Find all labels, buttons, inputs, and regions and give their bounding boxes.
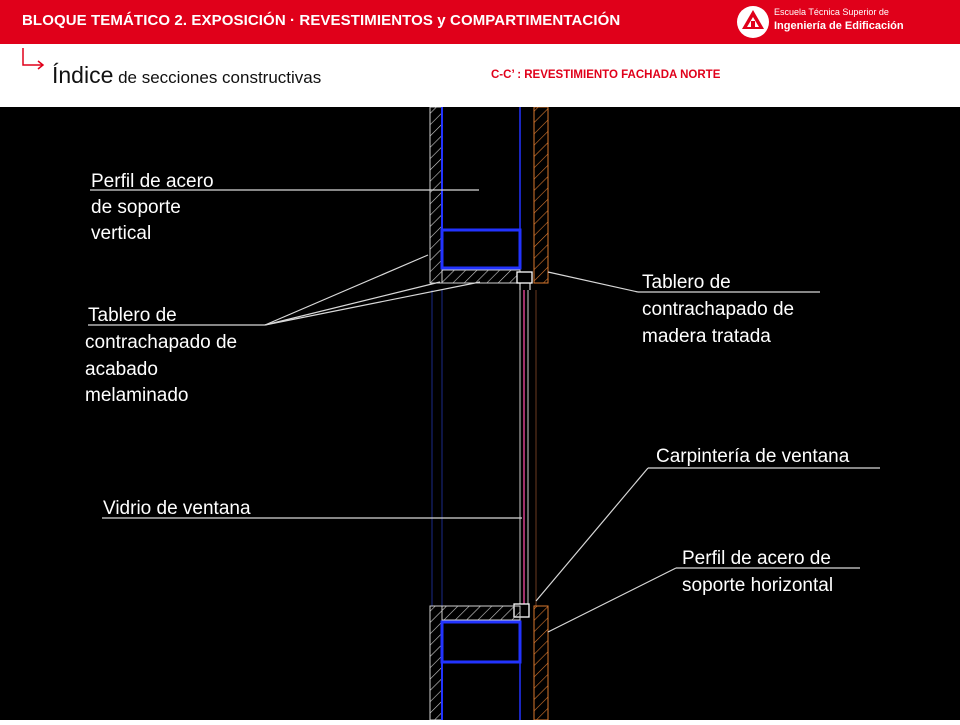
label-tablero-tratado-1: Tablero de [642,272,731,293]
label-vidrio: Vidrio de ventana [103,498,251,519]
upper-outer-board [534,107,548,283]
label-tablero-tratado-3: madera tratada [642,326,771,347]
lower-steel-profile [442,622,520,662]
upper-inner-board [430,107,442,283]
lower-outer-board [534,606,548,720]
index-title-main: Índice [52,62,114,88]
index-title-rest: de secciones constructivas [113,68,322,87]
label-tablero-melaminado-3: acabado [85,359,158,380]
school-name-line1: Escuela Técnica Superior de [774,7,889,17]
labels [85,171,850,596]
upper-frame [517,272,532,283]
label-perfil-vertical-1: Perfil de acero [91,171,214,192]
subheader [0,44,960,107]
cad-drawing-svg [0,107,960,720]
label-perfil-horizontal-1: Perfil de acero de [682,548,831,569]
index-title [52,62,321,89]
upper-steel-profile [442,230,520,268]
school-logo-icon [735,4,771,40]
lower-inner-board [430,606,442,720]
cad-drawing [0,107,960,720]
corner-arrow-icon [18,46,48,76]
label-tablero-melaminado-1: Tablero de [88,305,177,326]
label-tablero-melaminado-4: melaminado [85,385,189,406]
label-tablero-tratado-2: contrachapado de [642,299,795,320]
label-perfil-vertical-2: de soporte [91,197,181,218]
label-perfil-horizontal-2: soporte horizontal [682,575,834,596]
lower-assembly [430,604,548,720]
upper-assembly [430,107,548,290]
window-glass [432,290,536,606]
label-perfil-vertical-3: vertical [91,223,152,244]
header-bar [0,0,960,44]
label-tablero-melaminado-2: contrachapado de [85,332,238,353]
page-header-title: BLOQUE TEMÁTICO 2. EXPOSICIÓN · REVESTIMIENTOS y COMPARTIMENTACIÓN [22,12,621,29]
school-name-line2: Ingeniería de Edificación [774,20,904,32]
label-carpinteria: Carpintería de ventana [656,446,850,467]
lower-top-board [442,606,520,620]
upper-bottom-board [442,270,520,283]
section-label: C-C’ : REVESTIMIENTO FACHADA NORTE [491,69,721,81]
